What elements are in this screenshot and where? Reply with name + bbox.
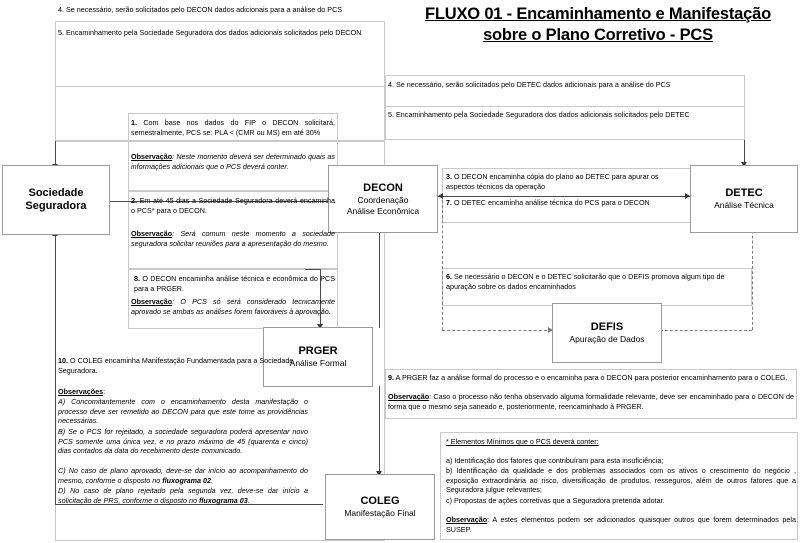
note-step-8-text: O DECON encaminha análise técnica e econômica do PCS para a PRGER.	[134, 274, 335, 293]
note-step-5-decon: 5. Encaminhamento pela Sociedade Seguradora dos dados adicionais solicitados pelo DECON	[58, 28, 362, 37]
note-obs-susep-label: Observação	[446, 515, 488, 524]
note-obs-c-bold: fluxograma 02	[162, 475, 212, 485]
page-title	[400, 4, 796, 46]
note-obs-9	[388, 392, 794, 411]
note-step-7-text: O DETEC encaminha análise técnica do PCS para o DECON	[454, 198, 650, 207]
entity-decon-label: DECON	[363, 181, 403, 194]
note-frame-divider-detec	[386, 106, 744, 107]
note-step-7-number: 7.	[446, 198, 452, 207]
entity-defis-sub-1: Apuração de Dados	[569, 334, 645, 344]
note-obs-9-text: : Caso o processo não tenha observado alguma formalidade relevante, deve ser encaminhado para o DECON de forma que o mesmo seja saneado e, posteriormente, reencaminhado à PRGER.	[388, 392, 794, 411]
note-obs-8-text: : O PCS só será considerado tecnicamente aprovado se ambas as análises forem favoráveis à aprovação.	[131, 297, 335, 316]
note-obs-1	[131, 152, 335, 171]
note-obs-b	[58, 427, 308, 456]
note-step-10	[58, 356, 308, 375]
connector-detec-to-defis-dashed-h	[655, 330, 752, 331]
note-step-9-number: 9.	[388, 373, 394, 382]
note-step-10-text: O COLEG encaminha Manifestação Fundamentada para a Sociedade Seguradora.	[58, 356, 294, 375]
connector-decon-to-detec	[438, 196, 690, 197]
note-elemento-c: c) Propostas de ações corretivas que a Seguradora pretenda adotar.	[446, 496, 665, 505]
note-obs-c	[58, 466, 308, 485]
note-obs-c-pre: C) No caso de plano aprovado, deve-se dar início ao acompanhamento do mesmo, conforme o disposto no	[58, 466, 308, 485]
note-obs-a-text: A) Concomitantemente com o encaminhamento desta manifestação o processo deve ser remetido ao DECON para que este tome as providências necessárias.	[58, 397, 308, 426]
note-obs-2-label: Observação	[131, 229, 173, 238]
entity-coleg[interactable]	[325, 474, 435, 540]
note-obs-susep-text: : A estes elementos podem ser adicionados quaisquer outros que forem determinados pela SUSEP.	[446, 515, 796, 534]
note-step-9	[388, 373, 794, 383]
note-obs-a	[58, 397, 308, 426]
entity-detec-sub-1: Análise Técnica	[714, 200, 774, 210]
note-step-10-number: 10.	[58, 356, 68, 365]
entity-defis[interactable]	[552, 303, 662, 363]
note-elemento-a: a) Identificação dos fatores que contribuíram para esta insuficiência;	[446, 456, 664, 465]
note-step-6-number: 6.	[446, 272, 452, 281]
note-step-2-text: Em até 45 dias a Sociedade Seguradora deverá encaminha o PCS* para o DECON.	[131, 196, 335, 215]
note-obs-d-post: .	[247, 495, 250, 505]
note-obs-d	[58, 486, 308, 505]
note-step-6-text: Se necessário o DECON e o DETEC solicitarão que o DEFIS promova algum tipo de apuração sobre os dados encaminhados	[446, 272, 725, 291]
note-obs-2	[131, 229, 335, 248]
page-title-line-2: sobre o Plano Corretivo - PCS	[483, 26, 713, 44]
entity-decon[interactable]	[328, 165, 438, 233]
note-step-2-number: 2.	[131, 196, 137, 205]
note-obs-d-bold: fluxograma 03	[199, 495, 248, 505]
entity-coleg-sub-1: Manifestação Final	[344, 508, 416, 518]
note-obs-susep	[446, 515, 796, 534]
note-elemento-b: b) Identificação da qualidade e dos problemas associados com os ativos o crescimento do negócio , exposição extraordinária ao risco, diversificação de produtos, resseguros, além de outros fatores que a Seguradora julgue relevantes;	[446, 466, 796, 495]
note-obs-c-post: .	[211, 475, 214, 485]
note-step-1-number: 1.	[131, 118, 137, 127]
note-step-8-number: 8.	[134, 274, 140, 283]
entity-detec[interactable]	[690, 165, 798, 233]
entity-decon-sub-1: Coordenação	[357, 194, 409, 205]
connector-prger-to-coleg-v	[379, 386, 380, 474]
entity-prger-sub-1: Análise Formal	[289, 358, 347, 368]
note-step-4-decon: 4. Se necessário, serão solicitados pelo DECON dados adicionais para a análise do PCS	[58, 5, 343, 14]
page-title-line-1: FLUXO 01 - Encaminhamento e Manifestação	[425, 5, 771, 23]
note-step-3-number: 3.	[446, 172, 452, 181]
note-elementos-minimos-label-text: * Elementos Mínimos que o PCS deverá conter:	[446, 437, 599, 446]
note-obs-b-text: B) Se o PCS for rejeitado, a sociedade seguradora poderá apresentar novo PCS somente uma única vez, e no prazo máximo de 45 (quarenta e cinco) dias contados da data do recebimento deste comunicado.	[58, 427, 308, 456]
note-step-3	[446, 172, 688, 191]
note-step-3-text: O DECON encaminha cópia do plano ao DETEC para apurar os aspectos técnicos da operação	[446, 172, 659, 191]
note-elementos-minimos-label	[446, 437, 796, 447]
connector-detec-to-decon-arrow	[438, 193, 443, 199]
entity-sociedade-label-2: Seguradora	[25, 200, 87, 212]
note-step-4-detec: 4. Se necessário, serão solicitados pelo DETEC dados adicionais para a análise do PCS	[388, 80, 671, 89]
entity-sociedade-label-1: Sociedade	[28, 187, 84, 199]
entity-decon-sub-2: Análise Econômica	[346, 205, 420, 216]
entity-prger-label: PRGER	[298, 345, 338, 357]
note-obs-1-text: : Neste momento deverá ser determinado quais as informações adicionais que o PCS deverá conter.	[131, 152, 335, 171]
note-step-9-text: A PRGER faz a análise formal do processo e o encaminha para o DECON para posterior encaminhamento para o COLEG.	[395, 373, 788, 382]
note-step-8	[134, 274, 335, 293]
entity-coleg-label: COLEG	[360, 495, 400, 507]
connector-decon-to-sociedade-v	[55, 141, 56, 166]
note-observacoes-label-text: Observações	[58, 387, 104, 396]
note-step-2	[131, 196, 335, 215]
note-step-1	[131, 118, 335, 137]
note-step-6	[446, 272, 746, 291]
connector-decon-to-prger-h	[305, 269, 320, 270]
note-frame-divider-decon	[56, 86, 384, 87]
note-obs-8	[131, 297, 335, 316]
connector-decon-to-defis-dashed-h	[442, 330, 552, 331]
note-observacoes-label: Observações:	[58, 387, 106, 396]
connector-decon-to-defis-dashed-v	[442, 200, 443, 330]
note-obs-d-pre: D) No caso de plano rejeitado pela segunda vez, deve-se dar início a solicitação de PRS, conforme o disposto no	[58, 486, 308, 505]
note-obs-8-label: Observação	[131, 297, 173, 306]
note-obs-2-text: : Será comum neste momento a sociedade seguradora solicitar reuniões para a apresentação do mesmo.	[131, 229, 335, 248]
note-obs-1-label: Observação	[131, 152, 173, 161]
connector-coleg-to-sociedade-v	[55, 235, 56, 504]
note-obs-9-label: Observação	[388, 392, 430, 401]
entity-sociedade-seguradora[interactable]	[2, 165, 110, 235]
note-step-7	[446, 198, 688, 208]
entity-detec-label: DETEC	[725, 187, 763, 199]
entity-defis-label: DEFIS	[590, 321, 624, 333]
connector-prger-to-decon-v	[379, 232, 380, 328]
note-step-5-detec: 5. Encaminhamento pela Sociedade Seguradora dos dados adicionais solicitados pelo DETEC	[388, 110, 690, 119]
note-step-1-text: Com base nos dados do FIP o DECON solicitará, semestralmente, PCS se: PLA < (CMR ou MS) em até 30%	[131, 118, 336, 137]
